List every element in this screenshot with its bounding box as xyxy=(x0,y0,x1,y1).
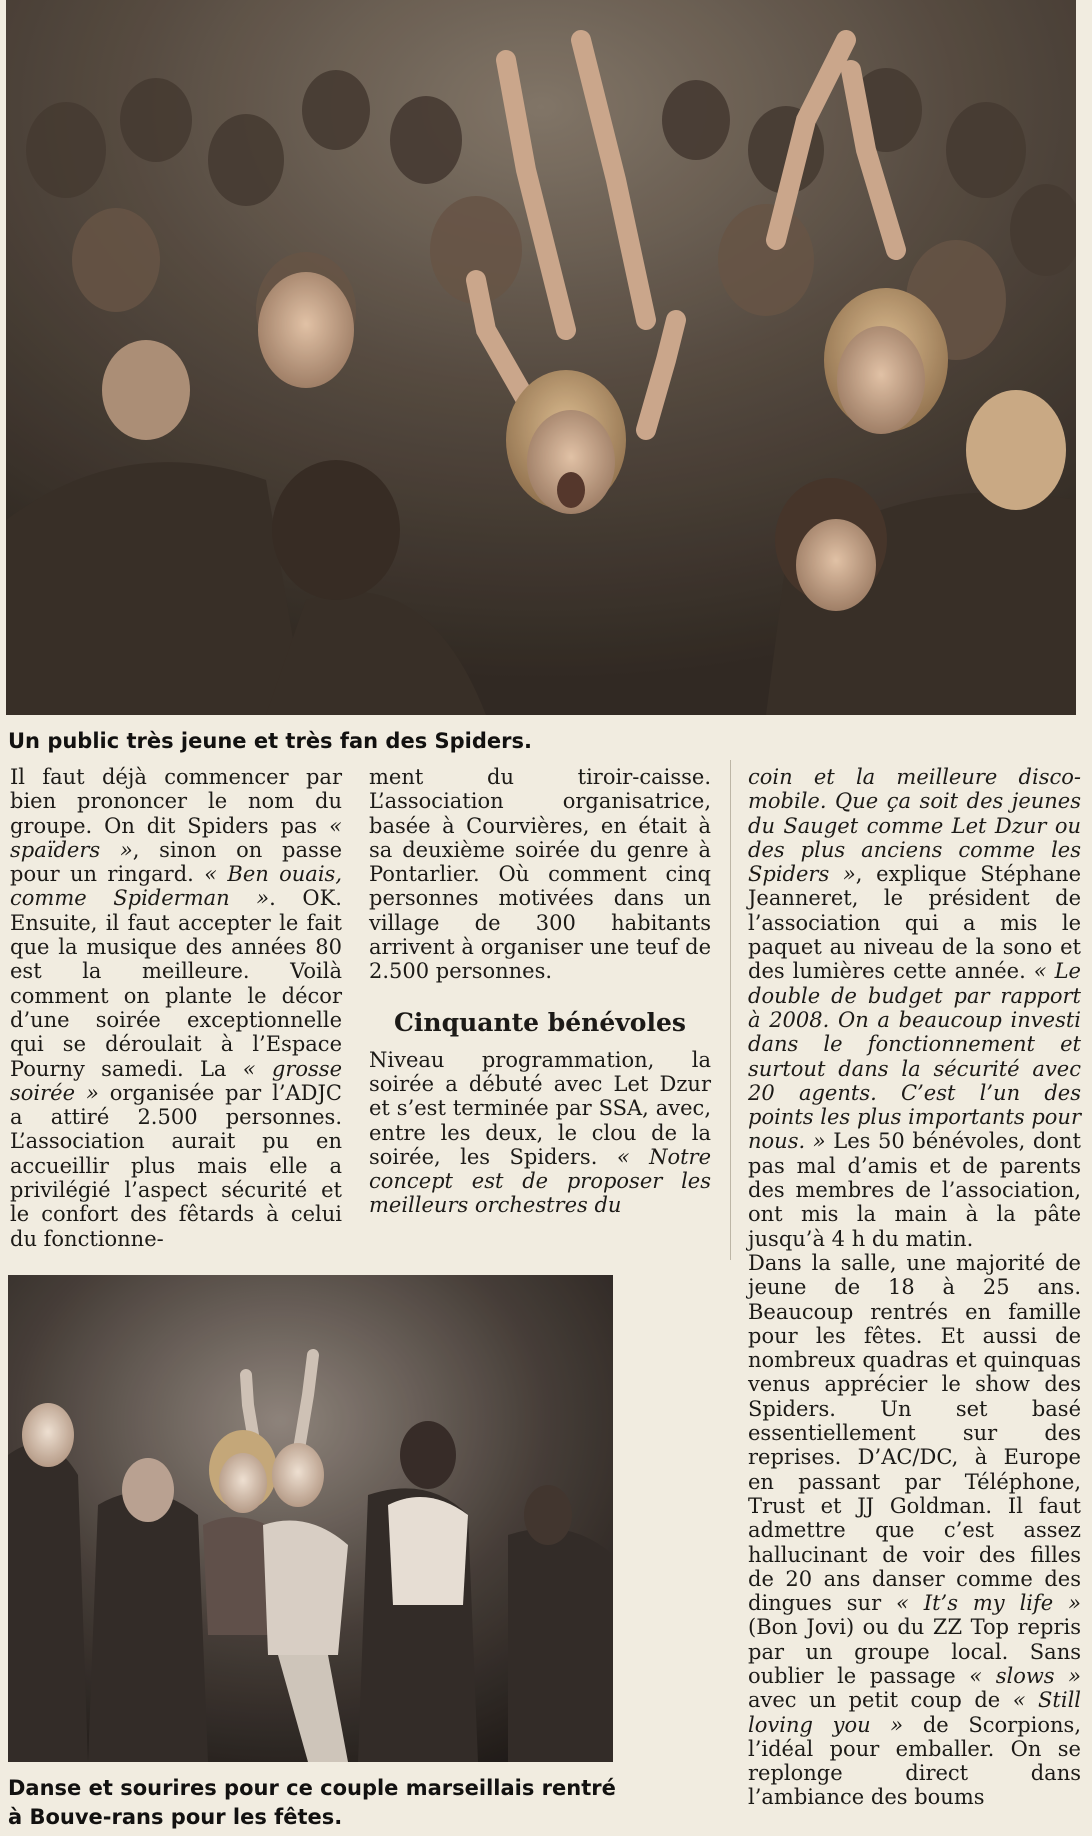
article-paragraph: ment du tiroir-caisse. L’association organisatrice, basée à Courvières, en était à sa deuxième soirée du genre à Pontarlier. Où comment cinq personnes motivées dans un village de 300 habitants arrivent à organiser une teuf de 2.500 personnes. xyxy=(369,765,711,984)
article-paragraph: coin et la meilleure disco-mobile. Que ça soit des jeunes du Sauget comme Let Dzur ou des plus anciens comme les Spiders », explique Stéphane Jeanneret, le président de l’association qui a mis le paquet au niveau de la sono et des lumières cette année. « Le double de budget par rapport à 2008. On a beaucoup investi dans le fonctionnement et surtout dans la sécurité avec 20 agents. C’est l’un des points les plus importants pour nous. » Les 50 bénévoles, dont pas mal d’amis et de parents des membres de l’association, ont mis la main à la pâte jusqu’à 4 h du matin. xyxy=(748,765,1081,1251)
dancing-couple-photo xyxy=(8,1275,613,1762)
crowd-photo xyxy=(6,0,1076,715)
article-column-1 xyxy=(10,765,342,1251)
column-rule xyxy=(730,760,731,1260)
article-column-2 xyxy=(369,765,711,1218)
section-subheading: Cinquante bénévoles xyxy=(394,1007,686,1037)
article-paragraph: Il faut déjà commencer par bien prononcer le nom du groupe. On dit Spiders pas « spaïders », sinon on passe pour un ringard. « Ben ouais, comme Spiderman ». OK. Ensuite, il faut accepter le fait que la musique des années 80 est la meilleure. Voilà comment on plante le décor d’une soirée exceptionnelle qui se déroulait à l’Espace Pourny samedi. La « grosse soirée » organisée par l’ADJC a attiré 2.500 personnes. L’association aurait pu en accueillir plus mais elle a privilégié l’aspect sécurité et le confort des fêtards à celui du fonctionne- xyxy=(10,765,342,1251)
bottom-photo-caption: Danse et sourires pour ce couple marseillais rentré à Bouve-rans pour les fêtes. xyxy=(8,1776,616,1829)
article-paragraph: Dans la salle, une majorité de jeune de 18 à 25 ans. Beaucoup rentrés en famille pour les fêtes. Et aussi de nombreux quadras et quinquas venus apprécier le show des Spiders. Un set basé essentiellement sur des reprises. D’AC/DC, à Europe en passant par Téléphone, Trust et JJ Goldman. Il faut admettre que c’est assez hallucinant de voir des filles de 20 ans danser comme des dingues sur « It’s my life » (Bon Jovi) ou du ZZ Top repris par un groupe local. Sans oublier le passage « slows » avec un petit coup de « Still loving you » de Scorpions, l’idéal pour emballer. On se replonge direct dans l’ambiance des boums xyxy=(748,1250,1082,1810)
article-column-3 xyxy=(748,765,1081,1810)
top-photo-caption: Un public très jeune et très fan des Spiders. xyxy=(8,729,532,753)
article-paragraph: Niveau programmation, la soirée a débuté avec Let Dzur et s’est terminée par SSA, avec, entre les deux, le clou de la soirée, les Spiders. « Notre concept est de proposer les meilleurs orchestres du xyxy=(369,1047,712,1218)
